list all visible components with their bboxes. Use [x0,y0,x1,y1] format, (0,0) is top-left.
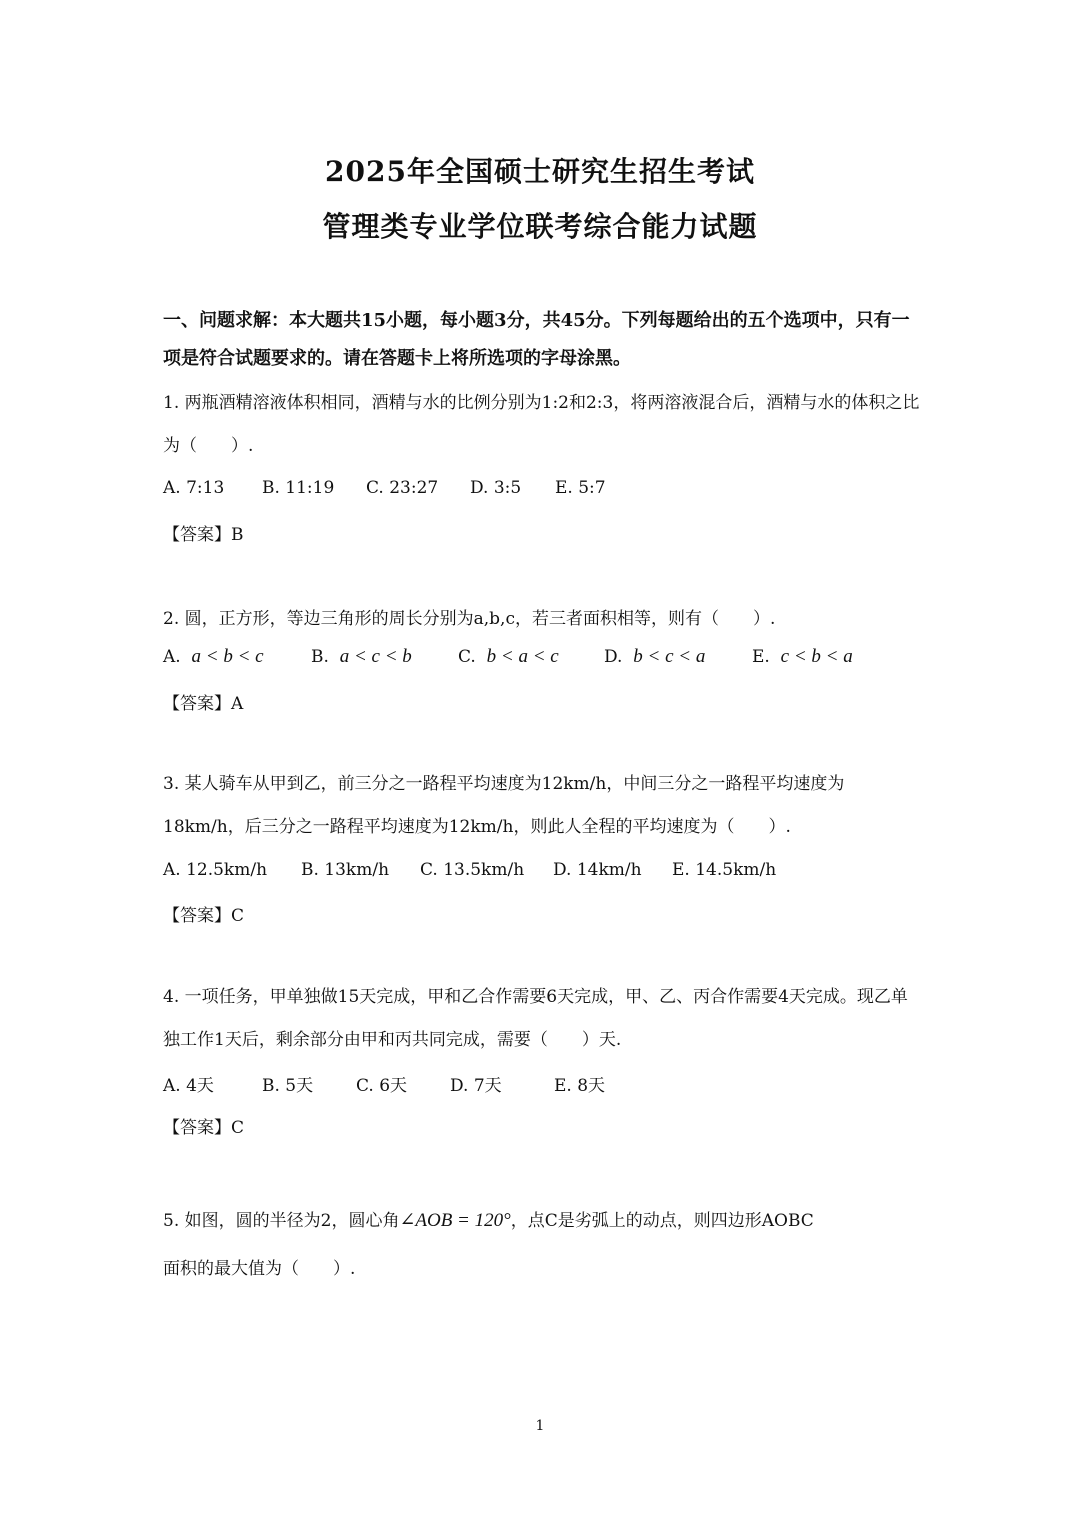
option-math: b < a < c [486,646,559,667]
exam-subtitle: 管理类专业学位联考综合能力试题 [322,210,758,243]
question-3-option-c: C. 13.5km/h [420,860,525,880]
question-4-option-c: C. 6天 [356,1076,408,1096]
question-5-stem [163,1206,814,1232]
option-label: B. [311,647,329,667]
question-5-stem-line2: 面积的最大值为（ ）. [163,1259,356,1279]
question-1-option-a: A. 7:13 [163,478,225,498]
question-4-stem: 4. 一项任务，甲单独做15天完成，甲和乙合作需要6天完成，甲、乙、丙合作需要4天完成。现乙单独工作1天后，剩余部分由甲和丙共同完成，需要（ ）天. [163,987,908,1050]
section-heading: 一、问题求解：本大题共15小题，每小题3分，共45分。下列每题给出的五个选项中，只有一项是符合试题要求的。请在答题卡上将所选项的字母涂黑。 [163,310,910,369]
question-4-option-e: E. 8天 [554,1076,606,1096]
question-3-stem: 3. 某人骑车从甲到乙，前三分之一路程平均速度为12km/h，中间三分之一路程平均速度为18km/h，后三分之一路程平均速度为12km/h，则此人全程的平均速度为（ ）. [163,774,845,837]
option-math: a < b < c [191,646,264,667]
option-label: D. [604,647,623,667]
question-5-stem-end: ，点C是劣弧上的动点，则四边形AOBC [510,1211,814,1231]
option-label: C. [458,647,476,667]
option-math: b < c < a [633,646,706,667]
question-2-stem: 2. 圆，正方形，等边三角形的周长分别为a,b,c，若三者面积相等，则有（ ）. [163,609,776,629]
question-5-angle-math: ∠AOB = 120° [399,1210,511,1231]
question-2-option-e [752,646,853,668]
question-1-option-d: D. 3:5 [470,478,522,498]
option-math: c < b < a [780,646,853,667]
option-label: E. [752,647,770,667]
question-2-option-a [163,646,264,668]
question-3-option-e: E. 14.5km/h [672,860,777,880]
exam-title: 2025年全国硕士研究生招生考试 [325,155,755,188]
question-1-answer: 【答案】B [163,525,244,545]
question-3-option-b: B. 13km/h [301,860,390,880]
question-1-option-c: C. 23:27 [366,478,439,498]
question-1-stem: 1. 两瓶酒精溶液体积相同，酒精与水的比例分别为1:2和2:3，将两溶液混合后，酒精与水的体积之比为（ ）. [163,393,920,456]
question-4-option-b: B. 5天 [262,1076,314,1096]
option-math: a < c < b [339,646,412,667]
question-1-option-e: E. 5:7 [555,478,606,498]
question-4-answer: 【答案】C [163,1118,245,1138]
page-number: 1 [535,1418,545,1434]
question-2-answer: 【答案】A [163,694,244,714]
option-label: A. [163,647,181,667]
question-3-option-d: D. 14km/h [553,860,642,880]
question-3-option-a: A. 12.5km/h [163,860,268,880]
question-4-option-d: D. 7天 [450,1076,502,1096]
question-2-option-b [311,646,412,668]
question-3-answer: 【答案】C [163,906,245,926]
question-2-option-d [604,646,705,668]
question-5-stem-start: 5. 如图，圆的半径为2，圆心角 [163,1211,400,1231]
question-2-option-c [458,646,559,668]
question-4-option-a: A. 4天 [163,1076,214,1096]
question-1-option-b: B. 11:19 [262,478,335,498]
